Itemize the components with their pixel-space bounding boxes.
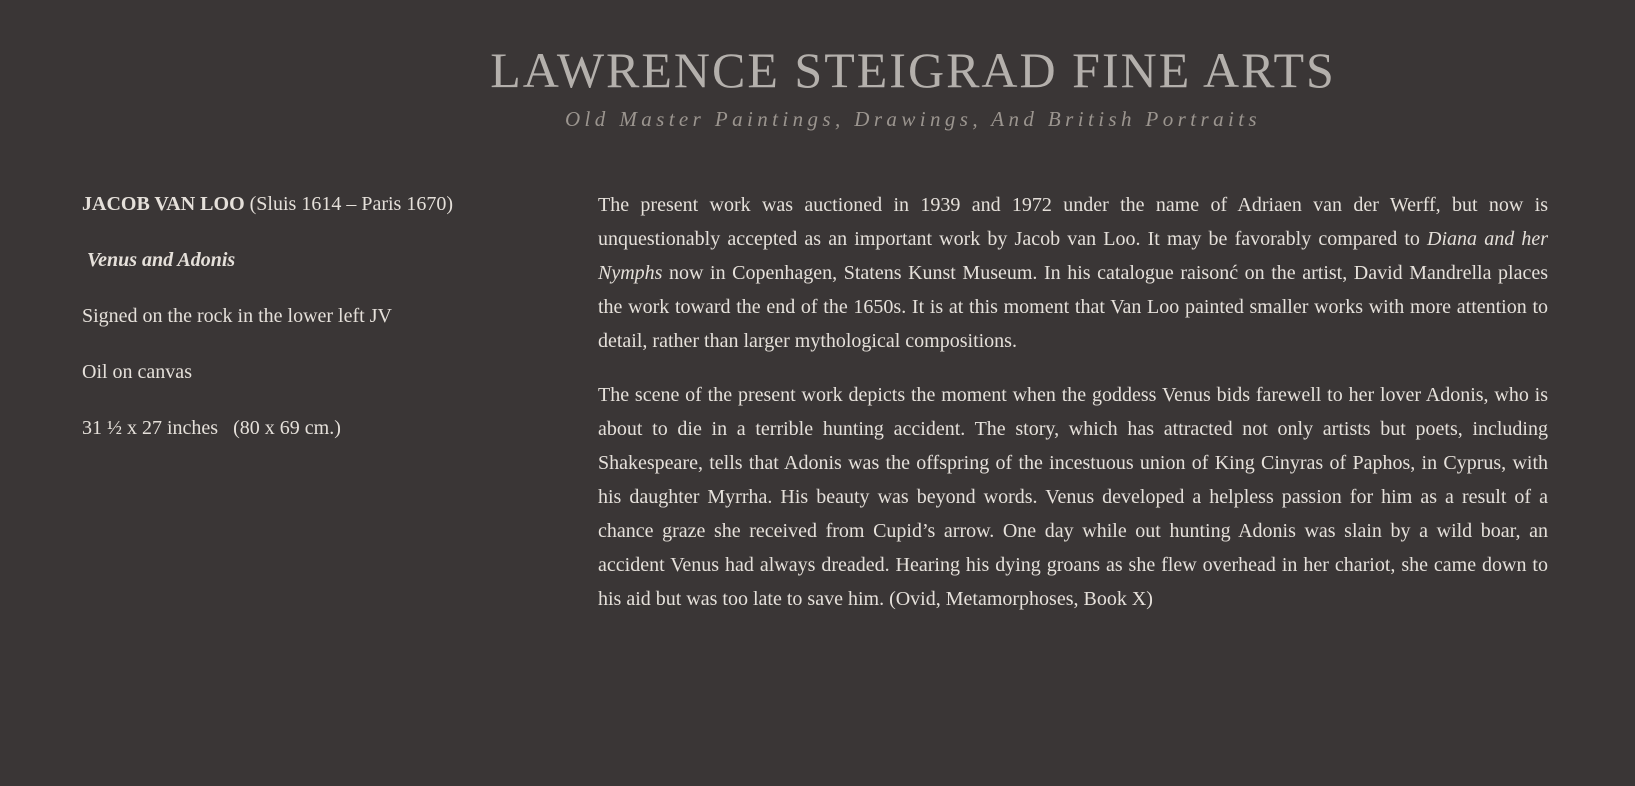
artwork-title: Venus and Adonis bbox=[87, 249, 236, 271]
description-paragraph-2: The scene of the present work depicts the moment when the goddess Venus bids farewell to her lover Adonis, who is about to die in a terrible hunting accident. The story, which has attracted not only artists but poets, including Shakespeare, tells that Adonis was the offspring of the incestuous union of King Cinyras of Paphos, in Cyprus, with his daughter Myrrha. His beauty was beyond words. Venus developed a helpless passion for him as a result of a chance graze she received from Cupid’s arrow. One day while out hunting Adonis was slain by a wild boar, an accident Venus had always dreaded. Hearing his dying groans as she flew overhead in her chariot, she came down to his aid but was too late to save him. (Ovid, Metamorphoses, Book X) bbox=[598, 384, 1548, 610]
site-title[interactable]: LAWRENCE STEIGRAD FINE ARTS bbox=[490, 42, 1336, 98]
artwork-dimensions: 31 ½ x 27 inches (80 x 69 cm.) bbox=[82, 417, 341, 439]
artist-name: JACOB VAN LOO bbox=[82, 193, 245, 215]
site-subtitle: Old Master Paintings, Drawings, And British Portraits bbox=[564, 107, 1262, 131]
description-p1-part-b: now in Copenhagen, Statens Kunst Museum. In his catalogue raisonć on the artist, David Mandrella places the work toward the end of the 1650s. It is at this moment that Van Loo painted smaller works with more attention to detail, rather than larger mythological compositions. bbox=[598, 262, 1548, 352]
artwork-medium: Oil on canvas bbox=[82, 361, 192, 383]
artwork-title-line bbox=[82, 242, 552, 298]
artist-dates: (Sluis 1614 – Paris 1670) bbox=[244, 193, 453, 215]
artwork-signature: Signed on the rock in the lower left JV bbox=[82, 305, 392, 327]
description-p1-part-a: The present work was auctioned in 1939 and 1972 under the name of Adriaen van der Werff, but now is unquestionably accepted as an important work by Jacob van Loo. It may be favorably compared to bbox=[598, 194, 1548, 250]
artwork-description bbox=[598, 188, 1548, 636]
artist-line bbox=[82, 186, 552, 242]
comparison-work-title: Diana and her Nymphs bbox=[598, 228, 1548, 284]
description-paragraph-1 bbox=[598, 188, 1548, 358]
artwork-details bbox=[82, 186, 552, 466]
